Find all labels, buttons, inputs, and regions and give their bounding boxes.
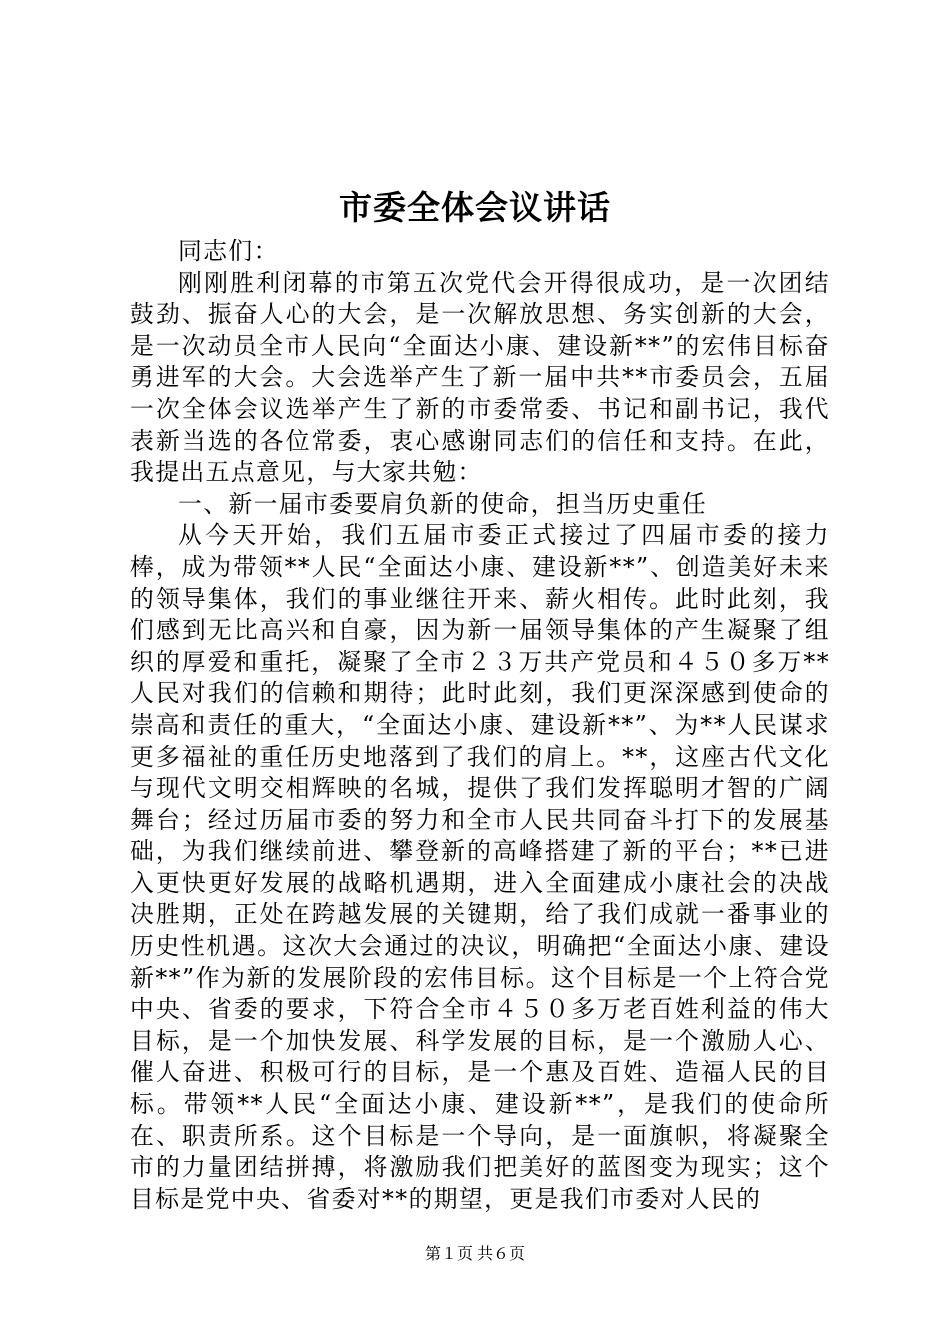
document-title: 市委全体会议讲话 xyxy=(339,188,611,227)
document-body xyxy=(130,236,830,1215)
body-paragraph: 从今天开始，我们五届市委正式接过了四届市委的接力棒，成为带领**人民“全面达小康、建设新**”、创造美好未来的领导集体，我们的事业继往开来、薪火相传。此时此刻，我们感到无比高兴和自豪，因为新一届领导集体的产生凝聚了组织的厚爱和重托，凝聚了全市２３万共产党员和４５０多万**人民对我们的信赖和期待；此时此刻，我们更深深感到使命的崇高和责任的重大，“全面达小康、建设新**”、为**人民谋求更多福祉的重任历史地落到了我们的肩上。**，这座古代文化与现代文明交相辉映的名城，提供了我们发挥聪明才智的广阔舞台；经过历届市委的努力和全市人民共同奋斗打下的发展基础，为我们继续前进、攀登新的高峰搭建了新的平台；**已进入更快更好发展的战略机遇期，进入全面建成小康社会的决战决胜期，正处在跨越发展的关键期，给了我们成就一番事业的历史性机遇。这次大会通过的决议，明确把“全面达小康、建设新**”作为新的发展阶段的宏伟目标。这个目标是一个上符合党中央、省委的要求，下符合全市４５０多万老百姓利益的伟大目标，是一个加快发展、科学发展的目标，是一个激励人心、催人奋进、积极可行的目标，是一个惠及百姓、造福人民的目标。带领**人民“全面达小康、建设新**”，是我们的使命所在、职责所系。这个目标是一个导向，是一面旗帜，将凝聚全市的力量团结拼搏，将激励我们把美好的蓝图变为现实；这个目标是党中央、省委对**的期望，更是我们市委对人民的 xyxy=(130,521,830,1213)
page-number-footer: 第１页 共６页 xyxy=(424,1246,525,1263)
salutation-paragraph: 同志们： xyxy=(178,237,279,265)
section-heading: 一、新一届市委要肩负新的使命，担当历史重任 xyxy=(178,489,708,518)
intro-paragraph: 刚刚胜利闭幕的市第五次党代会开得很成功，是一次团结鼓劲、振奋人心的大会，是一次解放思想、务实创新的大会，是一次动员全市人民向“全面达小康、建设新**”的宏伟目标奋勇进军的大会。大会选举产生了新一届中共**市委员会，五届一次全体会议选举产生了新的市委常委、书记和副书记，我代表新当选的各位常委，衷心感谢同志们的信任和支持。在此，我提出五点意见，与大家共勉： xyxy=(130,268,830,487)
